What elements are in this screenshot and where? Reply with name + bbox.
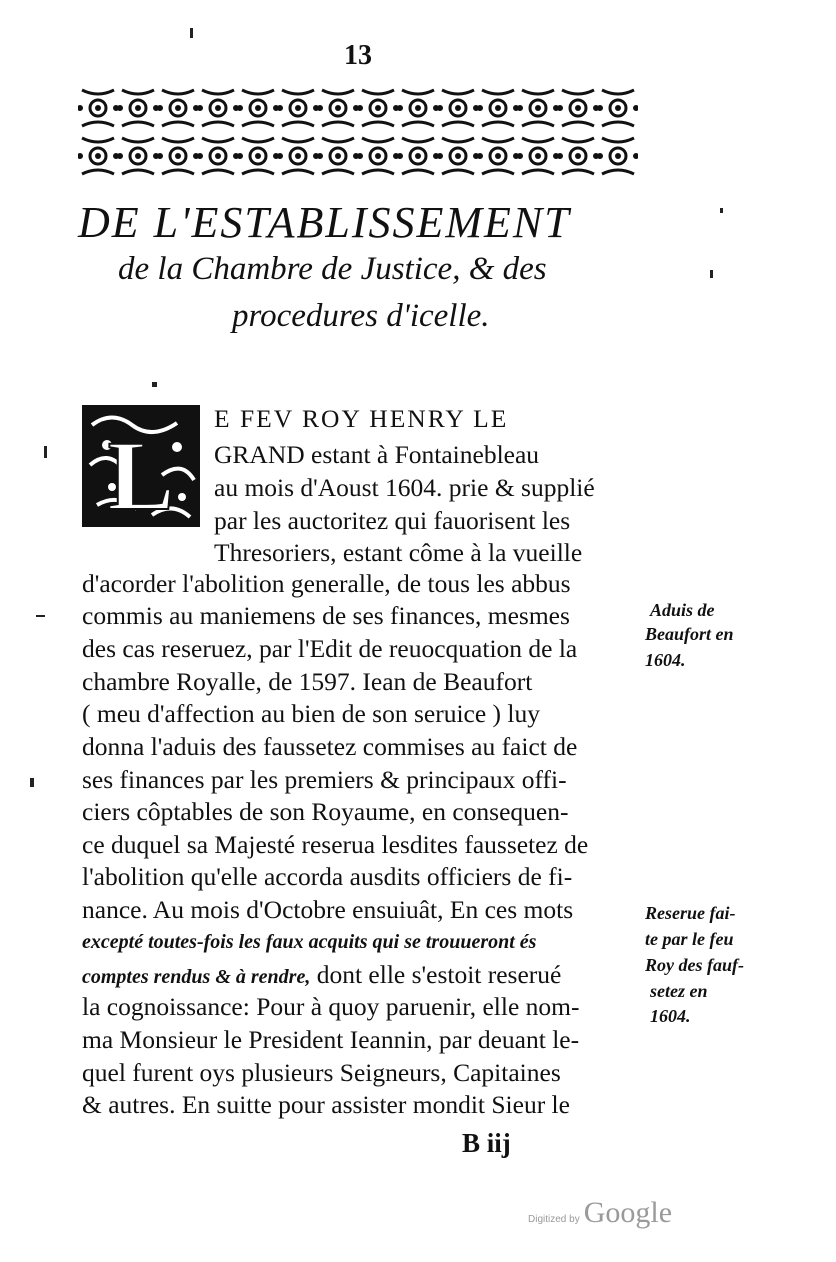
- text-line: d'acorder l'abolition generalle, de tous les abbus: [82, 569, 571, 598]
- chapter-title-line-1: DE L'ESTABLISSEMENT: [78, 198, 571, 247]
- speck-mark: [30, 778, 34, 787]
- speck-mark: [36, 615, 45, 617]
- text-line: GRAND estant à Fontainebleau: [214, 440, 540, 469]
- dropcap-letter: L: [107, 420, 175, 527]
- chapter-title-line-3: procedures d'icelle.: [232, 298, 490, 334]
- margin-note-line: Beaufort en: [645, 624, 734, 644]
- text-line: ses finances par les premiers & principaux offi-: [82, 765, 567, 794]
- text-line: ( meu d'affection au bien de son seruice ) luy: [82, 699, 541, 728]
- text-line: donna l'aduis des faussetez commises au faict de: [82, 732, 578, 761]
- ornament-band-bottom: [78, 134, 638, 178]
- text-line: ce duquel sa Majesté reserua lesdites faussetez de: [82, 830, 589, 859]
- signature-mark: B iij: [462, 1128, 511, 1158]
- margin-note-line: Reserue fai-: [645, 903, 736, 923]
- margin-note-line: te par le feu: [645, 929, 734, 949]
- italic-quote: comptes rendus & à rendre,: [82, 966, 311, 988]
- margin-note-line: setez en: [650, 981, 708, 1001]
- text-line: la cognoissance: Pour à quoy paruenir, elle nom-: [82, 992, 580, 1021]
- text-line: des cas reseruez, par l'Edit de reuocquation de la: [82, 634, 578, 663]
- chapter-title-line-2: de la Chambre de Justice, & des: [118, 251, 547, 287]
- speck-mark: [710, 270, 713, 278]
- speck-mark: [152, 382, 157, 387]
- text-line-italic: excepté toutes-fois les faux acquits qui se trouueront és: [82, 931, 537, 953]
- speck-mark: [44, 446, 47, 458]
- text-line: quel furent oys plusieurs Seigneurs, Capitaines: [82, 1058, 561, 1087]
- text-line: & autres. En suitte pour assister mondit Sieur le: [82, 1090, 570, 1119]
- decorated-initial: [82, 405, 200, 527]
- text-line: Thresoriers, estant côme à la vueille: [214, 538, 583, 567]
- watermark-small-text: Digitized by: [528, 1214, 580, 1225]
- text-line: au mois d'Aoust 1604. prie & supplié: [214, 473, 595, 502]
- page-number: 13: [344, 40, 372, 71]
- speck-mark: [720, 208, 723, 213]
- margin-note-line: Roy des fauf-: [645, 955, 744, 975]
- ornament-band-top: [78, 86, 638, 130]
- text-line: nance. Au mois d'Octobre ensuiuât, En ces mots: [82, 895, 574, 924]
- text-line: ma Monsieur le President Ieannin, par deuant le-: [82, 1025, 580, 1054]
- margin-note-line: Aduis de: [650, 600, 715, 620]
- text-line: chambre Royalle, de 1597. Iean de Beaufort: [82, 667, 533, 696]
- text-line: ciers côptables de son Royaume, en consequen-: [82, 797, 569, 826]
- google-watermark: [528, 1196, 672, 1230]
- text-line: E FEV ROY HENRY LE: [214, 404, 509, 433]
- foliage-ornament-icon: [82, 405, 200, 527]
- text-line: par les auctoritez qui fauorisent les: [214, 506, 571, 535]
- margin-note-line: 1604.: [645, 650, 686, 670]
- text-run: dont elle s'estoit reserué: [310, 960, 562, 989]
- text-line: commis au maniemens de ses finances, mesmes: [82, 601, 570, 630]
- watermark-logo-text: Google: [583, 1196, 673, 1229]
- speck-mark: [190, 28, 193, 38]
- margin-note-line: 1604.: [650, 1006, 691, 1026]
- text-line: [82, 960, 561, 992]
- text-line: l'abolition qu'elle accorda ausdits officiers de fi-: [82, 862, 573, 891]
